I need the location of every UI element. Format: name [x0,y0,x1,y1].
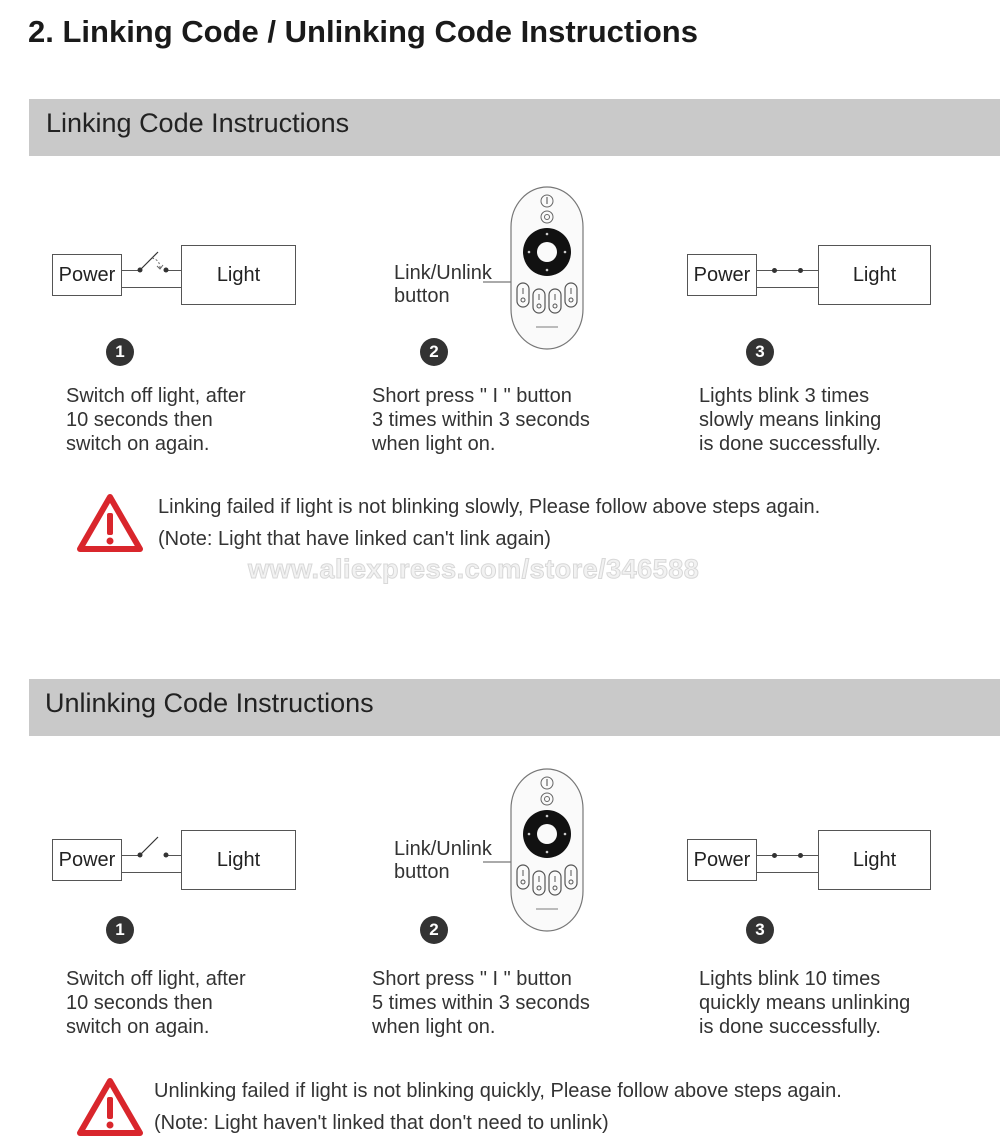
connection-dot [772,268,777,273]
wire [757,270,818,271]
warning-note: (Note: Light haven't linked that don't need to unlink) [154,1112,609,1134]
warning-line: Linking failed if light is not blinking slowly, Please follow above steps again. [158,496,821,518]
watermark: www.aliexpress.com/store/346588 [248,554,700,584]
link-unlink-button-label [394,262,492,308]
remote-control-icon [510,186,584,350]
unlinking-section-heading: Unlinking Code Instructions [45,688,374,718]
step-badge-3: 3 [746,916,774,944]
open-switch-icon [136,835,176,861]
step-description-1: Switch off light, after 10 seconds then switch on again. [66,385,246,455]
warning-triangle-icon [76,1077,144,1137]
label-line: button [394,861,450,883]
unlinking-warning [154,1075,842,1139]
step-badge-1: 1 [106,916,134,944]
power-box: Power [52,254,122,296]
warning-line: Unlinking failed if light is not blinking quickly, Please follow above steps again. [154,1080,842,1102]
wire [757,855,818,856]
light-box: Light [818,830,931,890]
step-description-2: Short press " I " button 5 times within 3 seconds when light on. [372,968,590,1038]
link-unlink-button-label [394,838,492,884]
linking-warning [158,491,820,555]
step-description-3: Lights blink 3 times slowly means linking is done successfully. [699,385,882,455]
label-line: Link/Unlink [394,838,492,860]
label-line: button [394,285,450,307]
connection-dot [798,853,803,858]
light-box: Light [818,245,931,305]
power-box: Power [687,254,757,296]
wire [122,872,181,873]
unlinking-section-banner [29,679,1000,736]
warning-triangle-icon [76,493,144,553]
step-badge-3: 3 [746,338,774,366]
wire [122,287,181,288]
remote-control-icon [510,768,584,932]
wire [757,872,818,873]
linking-section-banner [29,99,1000,156]
step-badge-1: 1 [106,338,134,366]
step-badge-2: 2 [420,916,448,944]
page-title: 2. Linking Code / Unlinking Code Instructions [28,14,698,49]
light-box: Light [181,830,296,890]
connection-dot [798,268,803,273]
wire [757,287,818,288]
step-description-3: Lights blink 10 times quickly means unlinking is done successfully. [699,968,911,1038]
power-box: Power [52,839,122,881]
light-box: Light [181,245,296,305]
connection-dot [772,853,777,858]
step-description-1: Switch off light, after 10 seconds then switch on again. [66,968,246,1038]
step-description-2: Short press " I " button 3 times within 3 seconds when light on. [372,385,590,455]
power-box: Power [687,839,757,881]
linking-section-heading: Linking Code Instructions [46,108,350,138]
warning-note: (Note: Light that have linked can't link again) [158,528,551,550]
open-switch-icon [136,250,176,276]
label-line: Link/Unlink [394,262,492,284]
step-badge-2: 2 [420,338,448,366]
